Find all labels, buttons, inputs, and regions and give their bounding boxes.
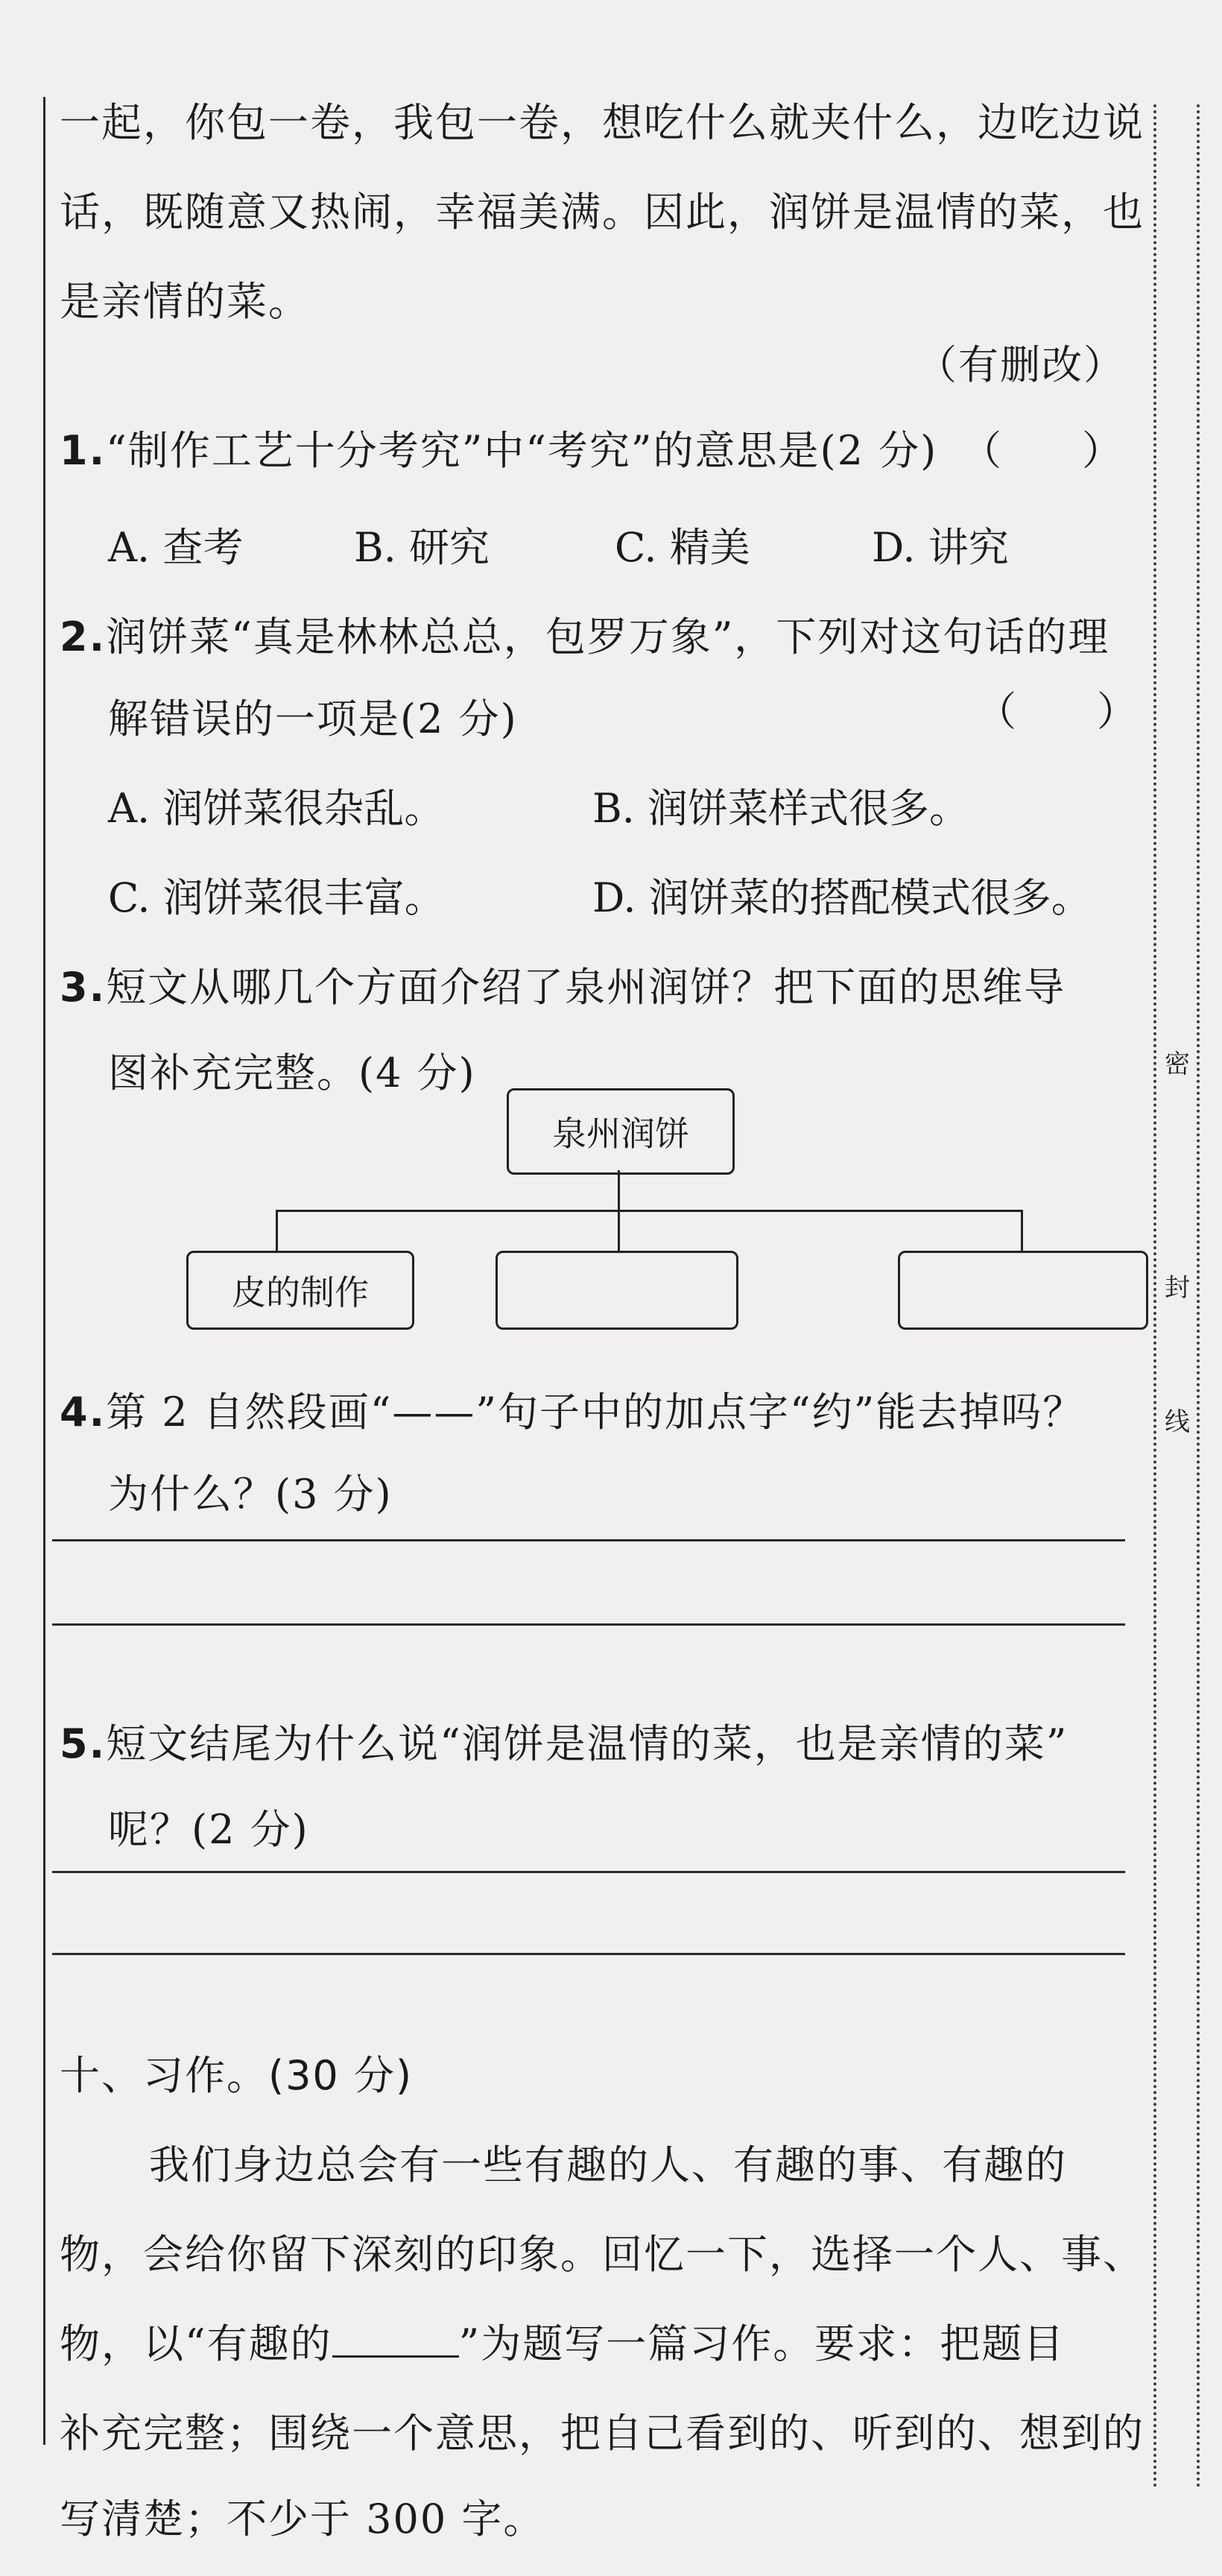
writing-line-3-text: 为题写一篇习作。要求：把题目 <box>481 2320 1066 2367</box>
q2-answer-paren[interactable]: （ ） <box>976 688 1137 735</box>
q4-number: 4. <box>60 1389 107 1436</box>
q3-text-line1: 短文从哪几个方面介绍了泉州润饼？把下面的思维导 <box>106 964 1066 1011</box>
mindmap-root-label: 泉州润饼 <box>552 1114 689 1154</box>
q3-stem-line2: 图补充完整。(4 分) <box>108 1049 476 1096</box>
left-border-rule <box>43 97 45 2445</box>
writing-section-title: 十、习作。(30 分) <box>60 2052 414 2099</box>
q1-option-a[interactable]: A. 查考 <box>108 524 244 571</box>
writing-line-5: 写清楚；不少于 300 字。 <box>60 2496 545 2542</box>
q2-option-a[interactable]: A. 润饼菜很杂乱。 <box>108 785 445 832</box>
binding-dotted-line-outer <box>1197 104 1200 2490</box>
mindmap-child-box-2[interactable] <box>496 1251 738 1330</box>
binding-dotted-line-inner <box>1153 104 1156 2490</box>
q3-stem-line1 <box>60 962 1066 1014</box>
q2-number: 2. <box>60 613 107 660</box>
writing-line-3-quote-end: ” <box>458 2320 481 2367</box>
mindmap-child-label-1: 皮的制作 <box>232 1272 369 1313</box>
q2-stem-line1 <box>60 611 1109 663</box>
q1-option-c[interactable]: C. 精美 <box>615 524 750 571</box>
q4-text-line1: 第 2 自然段画“——”句子中的加点字“约”能去掉吗？ <box>106 1389 1085 1436</box>
mindmap-child-box-1 <box>186 1251 414 1330</box>
mindmap-branch-right <box>1021 1210 1023 1251</box>
q4-answer-line-2[interactable] <box>52 1623 1125 1626</box>
q5-stem-line1 <box>60 1718 1068 1770</box>
mindmap-branch-middle <box>618 1210 620 1251</box>
q2-text-line1: 润饼菜“真是林林总总，包罗万象”，下列对这句话的理 <box>106 613 1110 660</box>
writing-line-2: 物，会给你留下深刻的印象。回忆一下，选择一个人、事、 <box>60 2231 1145 2278</box>
writing-line-3-prefix: 物，以“有趣的 <box>60 2320 332 2367</box>
passage-line-2: 话，既随意又热闹，幸福美满。因此，润饼是温情的菜，也 <box>60 189 1145 236</box>
source-note: （有删改） <box>916 341 1125 388</box>
mindmap-branch-left <box>276 1210 278 1251</box>
q1-answer-paren[interactable]: （ ） <box>961 427 1122 474</box>
mindmap-root-box <box>507 1088 735 1175</box>
q5-answer-line-1[interactable] <box>52 1871 1125 1873</box>
mindmap-stem-line <box>618 1170 620 1211</box>
passage-line-3: 是亲情的菜。 <box>60 278 310 325</box>
q2-option-b[interactable]: B. 润饼菜样式很多。 <box>592 785 970 832</box>
writing-line-1: 我们身边总会有一些有趣的人、有趣的事、有趣的 <box>149 2141 1067 2188</box>
binding-char-mi: 密 <box>1165 1049 1190 1079</box>
q2-option-c[interactable]: C. 润饼菜很丰富。 <box>108 874 445 921</box>
q5-stem-line2: 呢？(2 分) <box>108 1806 309 1853</box>
q5-number: 5. <box>60 1720 107 1767</box>
mindmap-branch-line <box>276 1210 1021 1212</box>
q4-stem-line1 <box>60 1386 1084 1439</box>
q1-text: “制作工艺十分考究”中“考究”的意思是(2 分) <box>106 427 938 474</box>
q3-number: 3. <box>60 964 107 1011</box>
q5-answer-line-2[interactable] <box>52 1953 1125 1955</box>
writing-line-4: 补充完整；围绕一个意思，把自己看到的、听到的、想到的 <box>60 2410 1145 2457</box>
q4-stem-line2: 为什么？(3 分) <box>108 1471 393 1518</box>
q1-option-b[interactable]: B. 研究 <box>354 524 490 571</box>
q1-stem <box>60 425 937 477</box>
binding-char-xian: 线 <box>1165 1407 1190 1437</box>
writing-line-3 <box>60 2318 1065 2370</box>
q4-answer-line-1[interactable] <box>52 1539 1125 1541</box>
mindmap-child-box-3[interactable] <box>898 1251 1148 1330</box>
binding-char-feng: 封 <box>1165 1273 1190 1303</box>
q2-stem-line2: 解错误的一项是(2 分) <box>108 695 518 742</box>
q5-text-line1: 短文结尾为什么说“润饼是温情的菜，也是亲情的菜” <box>106 1720 1069 1767</box>
q2-option-d[interactable]: D. 润饼菜的搭配模式很多。 <box>592 874 1092 921</box>
q1-option-d[interactable]: D. 讲究 <box>872 524 1009 571</box>
title-blank[interactable] <box>332 2318 459 2358</box>
passage-line-1: 一起，你包一卷，我包一卷，想吃什么就夹什么，边吃边说 <box>60 99 1145 146</box>
q1-number: 1. <box>60 427 107 474</box>
